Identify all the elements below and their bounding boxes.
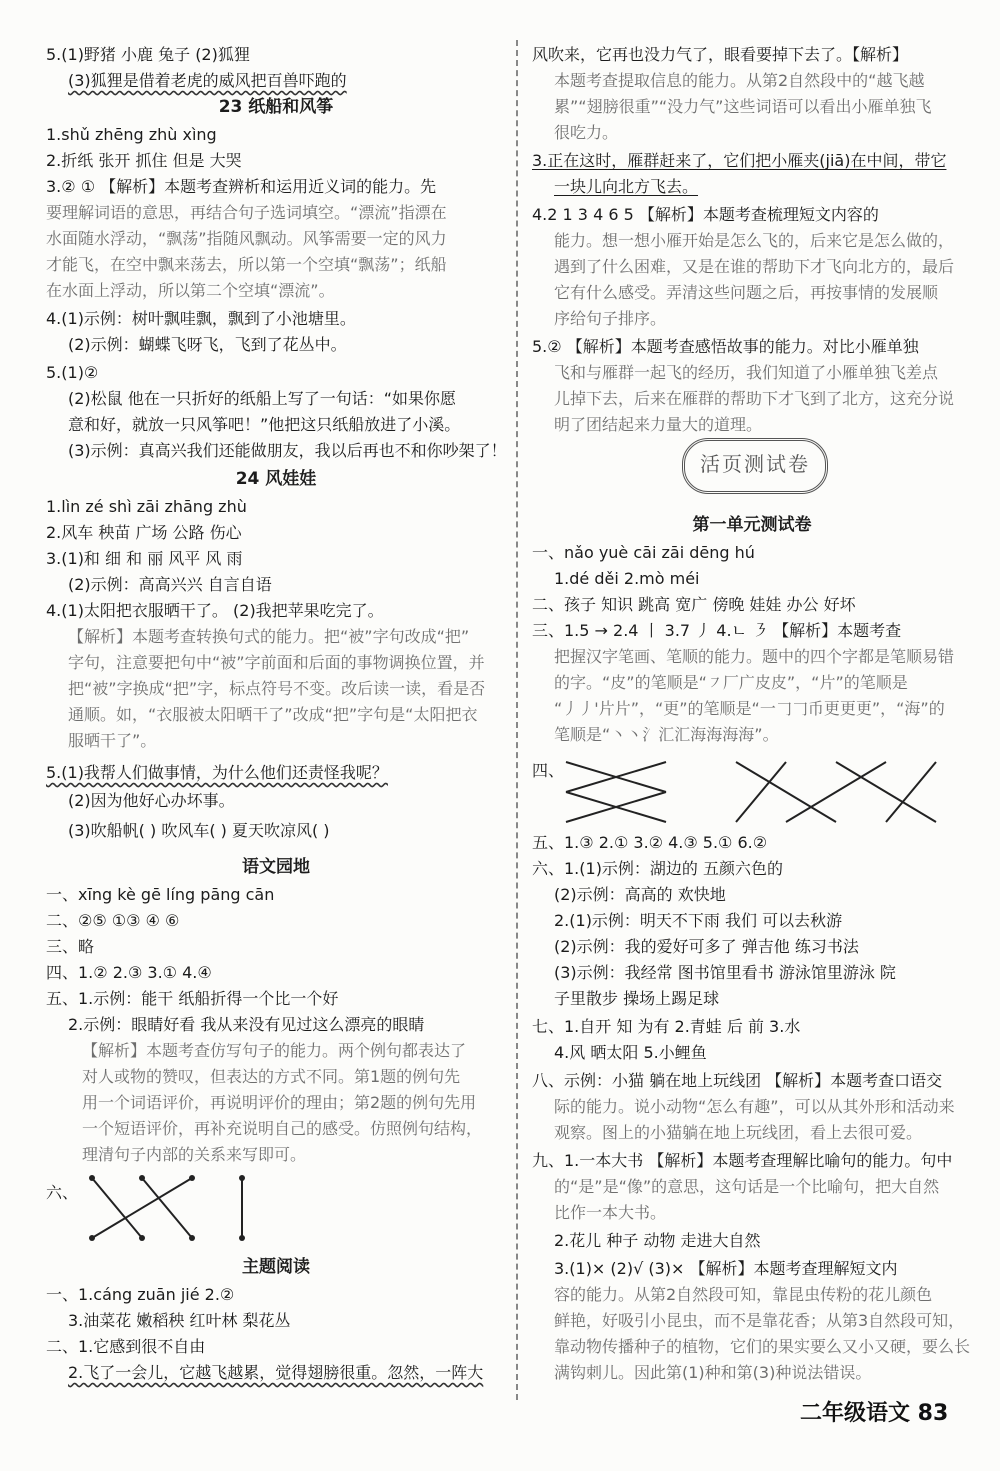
answer-line: 5.(1)野猪 小鹿 兔子 (2)狐狸 [46, 45, 250, 64]
analysis-line: 际的能力。说小动物“怎么有趣”，可以从其外形和活动来 [554, 1097, 955, 1116]
answer-line: (2)松鼠 他在一只折好的纸船上写了一句话：“如果你愿 [68, 389, 457, 408]
test-paper-banner: 活页测试卷 [682, 438, 828, 494]
analysis-line: 儿掉下去，后来在雁群的帮助下才飞到了北方，这充分说 [554, 389, 955, 408]
answer-line: 3.② ① 【解析】本题考查辨析和运用近义词的能力。先 [46, 177, 437, 196]
answer-line: 3.(1)× (2)√ (3)× 【解析】本题考查理解短文内 [554, 1259, 898, 1278]
answer-line: 六、1.(1)示例：湖边的 五颜六色的 [532, 859, 784, 878]
section-heading: 24 风娃娃 [235, 469, 317, 489]
answer-line: 4.风 晒太阳 5.小鲤鱼 [554, 1043, 707, 1062]
answer-line: 三、略 [46, 937, 95, 956]
answer-line: 一、nǎo yuè cāi zāi dēng hú [532, 543, 755, 562]
matching-lines-figure [82, 1168, 272, 1248]
answer-line: 1.shǔ zhēng zhù xìng [46, 125, 217, 144]
answer-line: 五、1.③ 2.① 3.② 4.③ 5.① 6.② [532, 833, 768, 852]
answer-line: 八、示例：小猫 躺在地上玩线团 【解析】本题考查口语交 [532, 1071, 943, 1090]
analysis-line: 用一个词语评价，再说明评价的理由；第2题的例句先用 [82, 1093, 477, 1112]
answer-line: 2.风车 秧苗 广场 公路 伤心 [46, 523, 242, 542]
analysis-line: 的字。“皮”的笔顺是“㇇厂广皮皮”，“片”的笔顺是 [554, 673, 908, 692]
page-footer: 二年级语文 83 [800, 1401, 949, 1426]
analysis-line: 它有什么感受。弄清这些问题之后，再按事情的发展顺 [554, 283, 939, 302]
answer-line: 二、②⑤ ①③ ④ ⑥ [46, 911, 180, 930]
analysis-line: 把握汉字笔画、笔顺的能力。题中的四个字都是笔顺易错 [554, 647, 955, 666]
answer-line: (2)示例：蝴蝶飞呀飞，飞到了花丛中。 [68, 335, 347, 354]
answer-line: 五、1.示例：能干 纸船折得一个比一个好 [46, 989, 339, 1008]
answer-line: 2.飞了一会儿，它越飞越累，觉得翅膀很重。忽然，一阵大 [68, 1363, 484, 1382]
answer-line: 2.折纸 张开 抓住 但是 大哭 [46, 151, 242, 170]
analysis-line: 累”“翅膀很重”“没力气”这些词语可以看出小雁单独飞 [554, 97, 932, 116]
analysis-line: 才能飞，在空中飘来荡去，所以第一个空填“飘荡”；纸船 [46, 255, 447, 274]
analysis-line: 把“被”字换成“把”字，标点符号不变。改后读一读，看是否 [68, 679, 486, 698]
answer-line: 5.(1)② [46, 363, 99, 382]
answer-line: 1.lìn zé shì zāi zhāng zhù [46, 497, 247, 516]
matching-lines-figure [556, 752, 976, 832]
answer-line: 二、1.它感到很不自由 [46, 1337, 206, 1356]
answer-line: 四、 [532, 761, 565, 780]
answer-line: 2.示例：眼睛好看 我从来没有见过这么漂亮的眼睛 [68, 1015, 425, 1034]
analysis-line: 一个短语评价，再补充说明自己的感受。仿照例句结构， [82, 1119, 483, 1138]
analysis-line: 笔顺是“丶丶氵汇汇海海海海”。 [554, 725, 779, 744]
answer-line: 六、 [46, 1183, 79, 1202]
analysis-line: 服晒干了”。 [68, 731, 157, 750]
answer-line: 九、1.一本大书 【解析】本题考查理解比喻句的能力。句中 [532, 1151, 953, 1170]
answer-line: 5.(1)我帮人们做事情，为什么他们还责怪我呢？ [46, 763, 388, 782]
analysis-line: “丿丿'片片”，“更”的笔顺是“一𠃌𠃌币更更更”，“海”的 [554, 699, 945, 718]
answer-line: (3)吹船帆( ) 吹风车( ) 夏天吹凉风( ) [68, 821, 330, 840]
answer-line: 3.油菜花 嫩稻秧 红叶林 梨花丛 [68, 1311, 291, 1330]
analysis-line: 在水面上浮动，所以第二个空填“漂流”。 [46, 281, 335, 300]
section-heading: 主题阅读 [242, 1257, 310, 1277]
analysis-line: 【解析】本题考查转换句式的能力。把“被”字句改成“把” [68, 627, 470, 646]
analysis-line: 观察。图上的小猫躺在地上玩线团，看上去很可爱。 [554, 1123, 923, 1142]
answer-line: (2)示例：我的爱好可多了 弹吉他 练习书法 [554, 937, 859, 956]
answer-line: (3)狐狸是借着老虎的威风把百兽吓跑的 [68, 71, 347, 90]
analysis-line: 靠动物传播种子的植物，它们的果实要么又小又硬，要么长 [554, 1337, 971, 1356]
answer-line: 5.② 【解析】本题考查感悟故事的能力。对比小雁单独 [532, 337, 919, 356]
analysis-line: 通顺。如，“衣服被太阳晒干了”改成“把”字句是“太阳把衣 [68, 705, 478, 724]
analysis-line: 比作一本大书。 [554, 1203, 667, 1222]
answer-line: 2.(1)示例：明天不下雨 我们 可以去秋游 [554, 911, 843, 930]
answer-line: (3)示例：我经常 图书馆里看书 游泳馆里游泳 院 [554, 963, 896, 982]
analysis-line: 的“是”是“像”的意思，这句话是一个比喻句，把大自然 [554, 1177, 940, 1196]
answer-line: 2.花儿 种子 动物 走进大自然 [554, 1231, 761, 1250]
answer-line: 三、1.5 → 2.4 丨 3.7 丿 4.ㄴ ㇋ 【解析】本题考查 [532, 621, 902, 640]
answer-line: 一、1.cáng zuān jié 2.② [46, 1285, 235, 1304]
section-heading: 第一单元测试卷 [692, 515, 812, 535]
answer-line: 四、1.② 2.③ 3.① 4.④ [46, 963, 212, 982]
answer-line: 七、1.自开 知 为有 2.青蛙 后 前 3.水 [532, 1017, 801, 1036]
analysis-line: 飞和与雁群一起飞的经历，我们知道了小雁单独飞差点 [554, 363, 939, 382]
analysis-line: 字句，注意要把句中“被”字前面和后面的事物调换位置，并 [68, 653, 485, 672]
answer-line: 3.(1)和 细 和 丽 风平 风 雨 [46, 549, 243, 568]
answer-line: (3)示例：真高兴我们还能做朋友，我以后再也不和你吵架了！ [68, 441, 507, 460]
answer-line: 一块儿向北方飞去。 [554, 177, 699, 196]
column-divider [516, 40, 518, 1400]
analysis-line: 对人或物的赞叹，但表达的方式不同。第1题的例句先 [82, 1067, 461, 1086]
section-heading: 23 纸船和风筝 [218, 97, 334, 117]
answer-line: 意和好，就放一只风筝吧！”他把这只纸船放进了小溪。 [68, 415, 461, 434]
answer-line: (2)示例：高高兴兴 自言自语 [68, 575, 272, 594]
analysis-line: 序给句子排序。 [554, 309, 667, 328]
analysis-line: 满钩刺儿。因此第(1)种和第(3)种说法错误。 [554, 1363, 872, 1382]
answer-line: 4.(1)太阳把衣服晒干了。 (2)我把苹果吃完了。 [46, 601, 384, 620]
analysis-line: 明了团结起来力量大的道理。 [554, 415, 763, 434]
analysis-line: 理清句子内部的关系来写即可。 [82, 1145, 307, 1164]
answer-line: 1.dé děi 2.mò méi [554, 569, 700, 588]
answer-line: 一、xīng kè gē líng pāng cān [46, 885, 275, 904]
section-heading: 语文园地 [242, 857, 310, 877]
answer-line: (2)示例：高高的 欢快地 [554, 885, 726, 904]
analysis-line: 要理解词语的意思，再结合句子选词填空。“漂流”指漂在 [46, 203, 447, 222]
answer-line: 子里散步 操场上踢足球 [554, 989, 720, 1008]
analysis-line: 鲜艳，好吸引小昆虫，而不是靠花香；从第3自然段可知， [554, 1311, 965, 1330]
analysis-line: 水面随水浮动，“飘荡”指随风飘动。风筝需要一定的风力 [46, 229, 447, 248]
analysis-line: 【解析】本题考查仿写句子的能力。两个例句都表达了 [82, 1041, 467, 1060]
analysis-line: 本题考查提取信息的能力。从第2自然段中的“越飞越 [554, 71, 925, 90]
analysis-line: 很吃力。 [554, 123, 619, 142]
answer-line: 二、孩子 知识 跳高 宽广 傍晚 娃娃 办公 好坏 [532, 595, 856, 614]
answer-line: 3.正在这时，雁群赶来了，它们把小雁夹(jiā)在中间，带它 [532, 151, 947, 170]
answer-line: 4.(1)示例：树叶飘哇飘，飘到了小池塘里。 [46, 309, 356, 328]
answer-line: 4.2 1 3 4 6 5 【解析】本题考查梳理短文内容的 [532, 205, 879, 224]
answer-line: (2)因为他好心办坏事。 [68, 791, 235, 810]
answer-line: 风吹来，它再也没力气了，眼看要掉下去了。【解析】 [532, 45, 909, 64]
analysis-line: 遇到了什么困难，又是在谁的帮助下才飞向北方的，最后 [554, 257, 955, 276]
analysis-line: 容的能力。从第2自然段可知，靠昆虫传粉的花儿颜色 [554, 1285, 933, 1304]
analysis-line: 能力。想一想小雁开始是怎么飞的，后来它是怎么做的， [554, 231, 955, 250]
